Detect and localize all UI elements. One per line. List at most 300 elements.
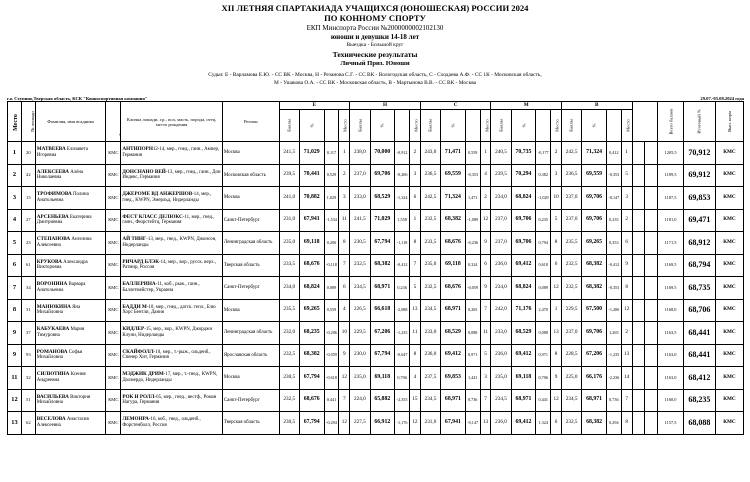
rider-cell	[35, 142, 106, 165]
horse-details: -16, коб., гнед., ольденб., Форстенболл, Россия	[122, 417, 201, 428]
judge-score: 243,0	[420, 142, 440, 165]
judge-diff: -2,236	[606, 367, 621, 390]
judge-place: 2	[410, 142, 421, 165]
judge-percent: 68,529	[370, 187, 395, 210]
results-table	[7, 101, 744, 435]
judge-percent: 71,029	[370, 209, 395, 232]
errors-cell	[645, 232, 658, 255]
rider-surname: МАТВЕЕВА	[36, 146, 66, 153]
horse-details: -14, мер., вор., русск. верх., Ратмир, Россия	[122, 259, 216, 271]
judge-place: 11	[339, 209, 350, 232]
judge-diff: -0,147	[465, 412, 480, 435]
table-row	[8, 254, 744, 277]
judge-score: 233,0	[420, 322, 440, 345]
place-cell: 11	[8, 367, 22, 390]
judge-percent: 67,794	[370, 344, 395, 367]
table-row	[8, 277, 744, 300]
judge-place: 13	[480, 412, 491, 435]
judge-score: 232,5	[350, 254, 370, 277]
judge-diff: -0,412	[606, 254, 621, 277]
judge-diff: -2,353	[395, 389, 410, 412]
horse-number: 61	[21, 254, 35, 277]
achieved-rank: КМС	[715, 277, 743, 300]
horse-name: АЙ ТИНГ	[122, 236, 147, 243]
judge-score: 233,0	[350, 187, 370, 210]
horse-cell	[121, 232, 223, 255]
horse-details: -14, мер., гнед., KWPN, Эмерльд, Нидерланды	[122, 192, 212, 203]
subcol-score: Баллы	[420, 110, 440, 142]
final-percent: 69,471	[683, 209, 715, 232]
judge-diff: 1,029	[324, 187, 339, 210]
region-cell: Москва	[222, 187, 279, 210]
judge-place: 8	[551, 344, 562, 367]
horse-name: КИДЛЕР	[122, 326, 145, 333]
penalty-cell	[632, 142, 645, 165]
rank-cell: КМС	[106, 344, 121, 367]
judge-place: 9	[621, 254, 632, 277]
judge-diff: 0,382	[536, 164, 551, 187]
horse-number: 37	[21, 322, 35, 345]
horse-details: -05, мер., гнед., вестф., Роман Нагура, Германия	[122, 394, 217, 406]
subcol-percent: %	[582, 110, 607, 142]
judge-place: 15	[410, 389, 421, 412]
achieved-rank: КМС	[715, 412, 743, 435]
errors-cell	[645, 277, 658, 300]
rider-surname: ТРОФИМОВА	[36, 191, 72, 198]
judge-diff: -0,353	[606, 277, 621, 300]
judge-score: 234,0	[491, 277, 511, 300]
judge-percent: 69,118	[441, 254, 466, 277]
judge-score: 235,5	[279, 299, 299, 322]
final-percent: 68,412	[683, 367, 715, 390]
judge-score: 231,0	[279, 209, 299, 232]
rank-cell: КМС	[106, 209, 121, 232]
judge-diff: -0,912	[395, 142, 410, 165]
judge-place: 7	[339, 389, 350, 412]
judge-percent: 68,676	[299, 389, 324, 412]
judge-percent: 71,471	[441, 142, 466, 165]
judge-place: 8	[410, 344, 421, 367]
rider-given-names: Ксения Андреевна	[36, 372, 86, 383]
judge-place: 5	[621, 164, 632, 187]
judge-place: 1	[551, 299, 562, 322]
judge-percent: 66,176	[582, 367, 607, 390]
judge-diff: -1,235	[395, 322, 410, 345]
col-penalty	[632, 102, 658, 142]
judge-percent: 69,412	[441, 344, 466, 367]
penalty-cell	[632, 254, 645, 277]
judge-diff: -1,029	[536, 187, 551, 210]
rider-surname: ВЕСЕЛОВА	[36, 416, 66, 423]
judge-place: 8	[551, 232, 562, 255]
subcol-jplace: Место	[621, 110, 632, 142]
judge-score: 234,5	[491, 389, 511, 412]
rider-surname: АРСЕНЬЕВА	[36, 213, 69, 220]
errors-cell	[645, 164, 658, 187]
col-total: Всего баллов	[658, 102, 684, 142]
judge-diff: -2,088	[395, 299, 410, 322]
rank-cell: КМС	[106, 142, 121, 165]
errors-cell	[645, 412, 658, 435]
judge-percent: 68,971	[441, 299, 466, 322]
judges-line-1: Судьи: Е - Варламова Е.Ю. - СС ВК - Москва, Н - Резанова С.Г. - СС ВК - Вологодская область, С - Сходаева А.Ф. - СС 1К - Московская область,	[208, 72, 542, 78]
total-score: 1163,0	[658, 344, 684, 367]
subcol-jplace: Место	[480, 110, 491, 142]
judge-percent: 70,882	[299, 187, 324, 210]
total-score: 1181,0	[658, 209, 684, 232]
judge-place: 8	[621, 412, 632, 435]
judge-place: 3	[551, 164, 562, 187]
judge-score: 233,0	[491, 322, 511, 345]
place-cell: 8	[8, 299, 22, 322]
judge-diff: 1,441	[465, 367, 480, 390]
col-num: № лошади	[21, 102, 35, 142]
judge-score: 235,0	[420, 254, 440, 277]
judge-diff: 1,558	[395, 209, 410, 232]
judge-diff: -0,294	[324, 412, 339, 435]
judge-diff: 0,706	[536, 367, 551, 390]
region-cell: Московская область	[222, 164, 279, 187]
judge-score: 236,5	[420, 164, 440, 187]
judge-diff: -0,412	[395, 254, 410, 277]
penalty-cell	[632, 389, 645, 412]
judge-percent: 66,618	[370, 299, 395, 322]
judge-place: 8	[339, 232, 350, 255]
penalty-cell	[632, 277, 645, 300]
horse-number: 31	[21, 299, 35, 322]
final-percent: 70,912	[683, 142, 715, 165]
rider-cell	[35, 344, 106, 367]
judge-score: 241,5	[279, 142, 299, 165]
judge-place: 4	[339, 299, 350, 322]
judge-score: 230,5	[350, 232, 370, 255]
table-row	[8, 389, 744, 412]
subcol-score: Баллы	[350, 110, 370, 142]
horse-number: 27	[21, 209, 35, 232]
rider-given-names: Ангелина Алексеевна	[36, 237, 92, 248]
table-row	[8, 412, 744, 435]
horse-details: -17, мер., т.-гнед., KWPN, Долмердо, Нидерланды	[122, 372, 218, 383]
judge-diff: -0,206	[324, 322, 339, 345]
judge-C: С	[420, 102, 491, 110]
judge-place: 4	[480, 164, 491, 187]
horse-details: -10, мер., т.-рыж., ольденб., Спенер Хит, Германия	[122, 349, 211, 361]
judge-diff: 0,736	[606, 389, 621, 412]
horse-name: ДЖЕРОМЕ ВД АНЖЕРШОВ	[122, 191, 193, 198]
rider-cell	[35, 299, 106, 322]
rider-given-names: Алёна Николаевна	[36, 169, 84, 181]
judge-score: 237,0	[491, 209, 511, 232]
total-score: 1169,5	[658, 277, 684, 300]
rank-cell: КМС	[106, 322, 121, 345]
judge-place: 12	[339, 367, 350, 390]
judge-place: 6	[480, 254, 491, 277]
penalty-cell	[632, 344, 645, 367]
judge-diff: 1,324	[536, 412, 551, 435]
errors-cell	[645, 187, 658, 210]
judge-score: 230,5	[279, 412, 299, 435]
judge-place: 1	[621, 142, 632, 165]
judge-score: 232,5	[561, 412, 581, 435]
judge-diff: 2,470	[536, 299, 551, 322]
judge-diff: -1,176	[395, 412, 410, 435]
judge-place: 3	[339, 187, 350, 210]
horse-name: РОК Н РОЛЛ	[122, 393, 155, 400]
judge-score: 232,5	[420, 277, 440, 300]
judge-place: 2	[551, 142, 562, 165]
judge-place: 12	[410, 412, 421, 435]
judge-score: 237,0	[561, 187, 581, 210]
judge-place: 10	[551, 187, 562, 210]
region-cell: Москва	[222, 142, 279, 165]
horse-name: ДОНСНАНО ВЕЙ	[122, 168, 166, 175]
judge-score: 234,0	[491, 187, 511, 210]
event-title: XII ЛЕТНЯЯ СПАРТАКИАДА УЧАЩИХСЯ (ЮНОШЕСКАЯ) РОССИИ 2024	[221, 3, 529, 13]
judge-score: 235,5	[561, 232, 581, 255]
final-percent: 68,088	[683, 412, 715, 435]
judge-diff: 0,206	[324, 232, 339, 255]
judge-percent: 68,971	[441, 389, 466, 412]
penalty-cell	[632, 322, 645, 345]
judge-diff: 0,559	[324, 299, 339, 322]
judge-diff: 0,088	[536, 322, 551, 345]
total-score: 1187,5	[658, 187, 684, 210]
judge-percent: 69,706	[370, 164, 395, 187]
judge-score: 228,5	[561, 344, 581, 367]
horse-cell	[121, 142, 223, 165]
document-title: Технические результаты	[332, 50, 418, 59]
achieved-rank: КМС	[715, 389, 743, 412]
errors-cell	[645, 367, 658, 390]
judge-percent: 67,500	[582, 299, 607, 322]
subcol-score: Баллы	[491, 110, 511, 142]
table-row	[8, 142, 744, 165]
rider-cell	[35, 209, 106, 232]
subcol-percent: %	[370, 110, 395, 142]
rank-cell: КМС	[106, 254, 121, 277]
judge-score: 239,5	[491, 164, 511, 187]
age-group: юноши и девушки 14-18 лет	[330, 33, 420, 41]
judge-score: 231,0	[420, 412, 440, 435]
rider-given-names: Елизавета Игоревна	[36, 147, 88, 158]
horse-cell	[121, 299, 223, 322]
rider-given-names: Полина Анатольевна	[36, 192, 89, 203]
judge-place: 6	[621, 232, 632, 255]
judge-place: 2	[339, 164, 350, 187]
judge-diff: -0,647	[395, 344, 410, 367]
judge-score: 226,5	[350, 299, 370, 322]
judge-diff: -1,206	[606, 299, 621, 322]
penalty-cell	[632, 187, 645, 210]
achieved-rank: КМС	[715, 367, 743, 390]
errors-cell	[645, 389, 658, 412]
horse-number: 51	[21, 389, 35, 412]
errors-cell	[645, 142, 658, 165]
judge-percent: 68,529	[511, 322, 536, 345]
judge-score: 237,0	[350, 164, 370, 187]
subcol-diff	[395, 110, 410, 142]
horse-number: 62	[21, 412, 35, 435]
judge-percent: 71,324	[582, 142, 607, 165]
penalty-cell	[632, 412, 645, 435]
judge-percent: 68,824	[299, 277, 324, 300]
judge-score: 234,5	[420, 299, 440, 322]
judge-percent: 66,912	[370, 412, 395, 435]
horse-details: -11, коб., рыж., ганн., Баллетмейстер, Украина	[122, 282, 200, 293]
horse-cell	[121, 164, 223, 187]
judges-line-2: М - Ушакова О.А. - СС ВК - Московская область, В - Мартынова В.В. - СС ВК - Москва	[273, 80, 477, 86]
col-final: Итоговый %	[683, 102, 715, 142]
final-percent: 68,706	[683, 299, 715, 322]
judge-place: 5	[410, 277, 421, 300]
judge-place: 12	[551, 389, 562, 412]
judge-score: 230,0	[350, 344, 370, 367]
rider-given-names: Виктория Михайловна	[36, 394, 91, 406]
subcol-jplace: Место	[551, 110, 562, 142]
judge-place: 4	[410, 367, 421, 390]
judge-score: 236,0	[420, 344, 440, 367]
region-cell: Тверская область	[222, 412, 279, 435]
judge-score: 237,0	[491, 232, 511, 255]
region-cell: Санкт-Петербург	[222, 277, 279, 300]
total-score: 1163,5	[658, 322, 684, 345]
horse-cell	[121, 389, 223, 412]
judge-diff: 0,441	[324, 389, 339, 412]
table-row	[8, 344, 744, 367]
place-cell: 5	[8, 232, 22, 255]
judge-percent: 67,206	[582, 344, 607, 367]
subcol-diff	[606, 110, 621, 142]
final-percent: 68,441	[683, 322, 715, 345]
judge-score: 224,0	[350, 389, 370, 412]
horse-details: -13, мер., гнед., KWPN, Джонсон, Нидерланды	[122, 237, 217, 248]
judge-diff: 0,529	[324, 164, 339, 187]
judge-score: 236,0	[491, 412, 511, 435]
horse-number: 42	[21, 164, 35, 187]
judge-place: 9	[480, 277, 491, 300]
table-row	[8, 367, 744, 390]
event-subtitle: ПО КОННОМУ СПОРТУ	[324, 13, 426, 23]
judge-percent: 67,794	[299, 412, 324, 435]
errors-cell	[645, 209, 658, 232]
judge-percent: 68,824	[511, 187, 536, 210]
judge-diff: -0,353	[606, 164, 621, 187]
place-cell: 12	[8, 389, 22, 412]
judge-score: 236,0	[491, 344, 511, 367]
subcol-diff	[536, 110, 551, 142]
judge-place: 10	[339, 322, 350, 345]
judge-percent: 70,441	[299, 164, 324, 187]
horse-cell	[121, 344, 223, 367]
judge-percent: 68,382	[370, 254, 395, 277]
judge-percent: 68,382	[299, 344, 324, 367]
judge-diff: 0,706	[395, 367, 410, 390]
judge-place: 9	[339, 344, 350, 367]
rider-cell	[35, 412, 106, 435]
judge-score: 230,5	[279, 367, 299, 390]
horse-name: АНТИПОРН	[122, 146, 153, 153]
judge-score: 232,5	[279, 389, 299, 412]
subcol-jplace: Место	[339, 110, 350, 142]
judge-percent: 68,676	[299, 254, 324, 277]
region-cell: Москва	[222, 299, 279, 322]
horse-number: 32	[21, 367, 35, 390]
judge-diff: 0,235	[606, 209, 621, 232]
place-cell: 1	[8, 142, 22, 165]
judge-percent: 69,118	[299, 232, 324, 255]
judge-percent: 67,794	[299, 367, 324, 390]
judge-diff: -0,236	[465, 232, 480, 255]
judge-diff: -0,059	[324, 344, 339, 367]
judge-place: 2	[480, 187, 491, 210]
place-cell: 2	[8, 164, 22, 187]
horse-name: ФЕСТ КЛАСС ДЕЛЮКС	[122, 213, 183, 220]
achieved-rank: КМС	[715, 299, 743, 322]
rank-cell: КМС	[106, 299, 121, 322]
judge-score: 233,5	[279, 254, 299, 277]
judge-percent: 68,971	[370, 277, 395, 300]
rider-cell	[35, 389, 106, 412]
final-percent: 69,853	[683, 187, 715, 210]
place-cell: 4	[8, 209, 22, 232]
judge-diff: 0,236	[395, 277, 410, 300]
judge-place: 3	[410, 164, 421, 187]
rider-cell	[35, 277, 106, 300]
rank-cell: КМС	[106, 367, 121, 390]
penalty-cell	[632, 299, 645, 322]
horse-cell	[121, 187, 223, 210]
rider-surname: ВАСИЛЬЕВА	[36, 393, 69, 400]
horse-cell	[121, 322, 223, 345]
rider-cell	[35, 322, 106, 345]
subcol-score: Баллы	[561, 110, 581, 142]
judge-score: 227,5	[350, 412, 370, 435]
judge-percent: 68,971	[511, 389, 536, 412]
judge-score: 235,0	[279, 232, 299, 255]
judge-place: 7	[621, 389, 632, 412]
judge-M: М	[491, 102, 562, 110]
judge-percent: 70,294	[511, 164, 536, 187]
place-cell: 3	[8, 187, 22, 210]
horse-cell	[121, 412, 223, 435]
judge-diff: 0,089	[536, 277, 551, 300]
total-score: 1189,5	[658, 164, 684, 187]
judge-place: 5	[551, 209, 562, 232]
total-score: 1163,0	[658, 367, 684, 390]
rider-cell	[35, 164, 106, 187]
rider-given-names: Екатерина Дмитриевна	[36, 214, 92, 226]
rider-cell	[35, 232, 106, 255]
penalty-cell	[632, 232, 645, 255]
judge-diff: 0,412	[606, 142, 621, 165]
judge-diff: -1,089	[465, 209, 480, 232]
rank-cell: КМС	[106, 232, 121, 255]
col-rank: Звание, разряд	[106, 102, 121, 142]
col-place: Место	[8, 102, 22, 142]
table-row	[8, 322, 744, 345]
region-cell: Санкт-Петербург	[222, 389, 279, 412]
judge-score: 234,5	[420, 389, 440, 412]
judge-diff: 0,265	[465, 299, 480, 322]
judge-percent: 71,176	[511, 299, 536, 322]
judge-place: 7	[480, 389, 491, 412]
rider-given-names: Яна Михайловна	[36, 304, 81, 316]
total-score: 1160,0	[658, 389, 684, 412]
achieved-rank: КМС	[715, 254, 743, 277]
horse-details: -11, мер., гнед., ганн., Фюрстейтц, Германия	[122, 214, 215, 226]
subcol-jplace: Место	[410, 110, 421, 142]
place-cell: 9	[8, 344, 22, 367]
